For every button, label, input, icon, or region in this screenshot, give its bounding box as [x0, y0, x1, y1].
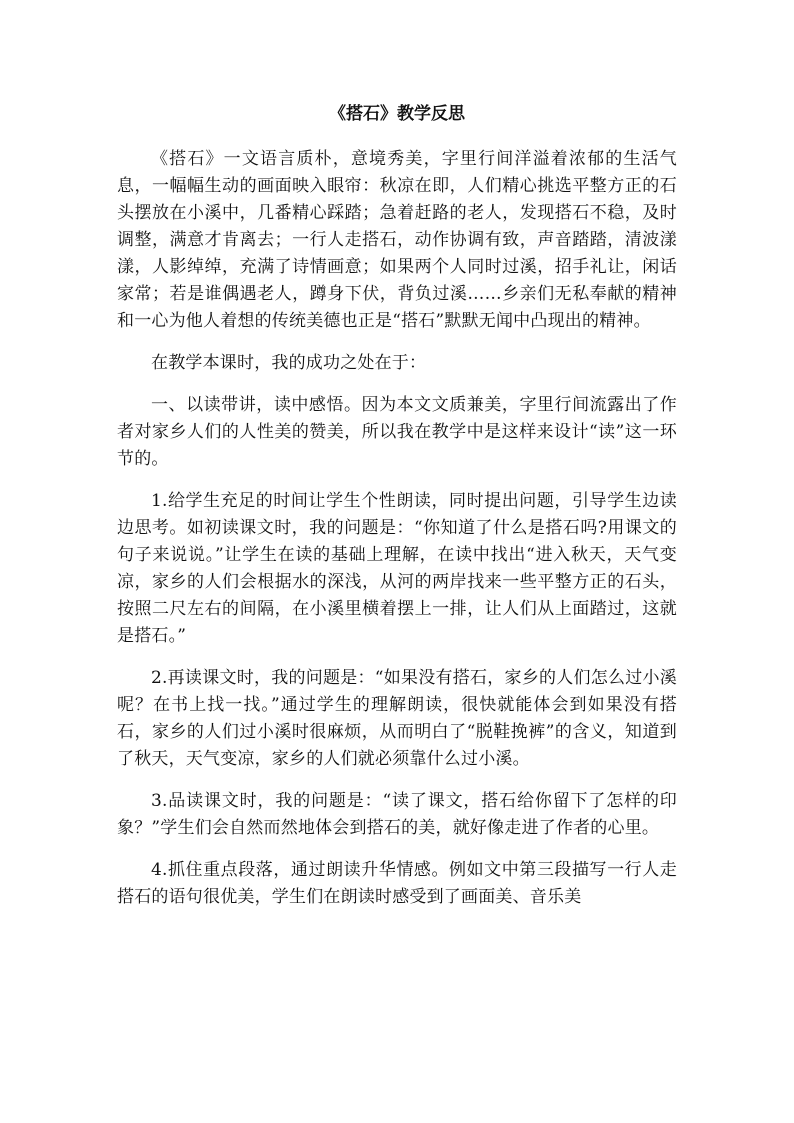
paragraph-intro: 《搭石》一文语言质朴，意境秀美，字里行间洋溢着浓郁的生活气息，一幅幅生动的画面映入眼帘：秋凉在即，人们精心挑选平整方正的石头摆放在小溪中，几番精心踩踏；急着赶路的老人，发现搭石不稳，及时调整，满意才肯离去；一行人走搭石，动作协调有致，声音踏踏，清波漾漾，人影绰绰，充满了诗情画意；如果两个人同时过溪，招手礼让，闲话家常；若是谁偶遇老人，蹲身下伏，背负过溪……乡亲们无私奉献的精神和一心为他人着想的传统美德也正是“搭石”默默无闻中凸现出的精神。 [117, 149, 677, 331]
document-page [117, 100, 677, 926]
paragraph-item-2: 2.再读课文时，我的问题是：“如果没有搭石，家乡的人们怎么过小溪呢？在书上找一找。”通过学生的理解朗读，很快就能体会到如果没有搭石，家乡的人们过小溪时很麻烦，从而明白了“脱鞋挽裤”的含义，知道到了秋天，天气变凉，家乡的人们就必须靠什么过小溪。 [117, 668, 677, 769]
paragraph-item-4: 4.抓住重点段落，通过朗读升华情感。例如文中第三段描写一行人走搭石的语句很优美，学生们在朗读时感受到了画面美、音乐美 [117, 860, 677, 907]
paragraph-item-1: 1.给学生充足的时间让学生个性朗读，同时提出问题，引导学生边读边思考。如初读课文时，我的问题是：“你知道了什么是搭石吗?用课文的句子来说说。”让学生在读的基础上理解，在读中找出“进入秋天，天气变凉，家乡的人们会根据水的深浅，从河的两岸找来一些平整方正的石头，按照二尺左右的间隔，在小溪里横着摆上一排，让人们从上面踏过，这就是搭石。” [117, 491, 677, 646]
paragraph-success-intro: 在教学本课时，我的成功之处在于： [151, 353, 427, 373]
paragraph-point-one: 一、以读带讲，读中感悟。因为本文文质兼美，字里行间流露出了作者对家乡人们的人性美的赞美，所以我在教学中是这样来设计“读”这一环节的。 [117, 395, 677, 469]
document-title: 《搭石》教学反思 [329, 104, 465, 124]
paragraph-item-3: 3.品读课文时，我的问题是：“读了课文，搭石给你留下了怎样的印象？”学生们会自然而然地体会到搭石的美，就好像走进了作者的心里。 [117, 791, 677, 838]
